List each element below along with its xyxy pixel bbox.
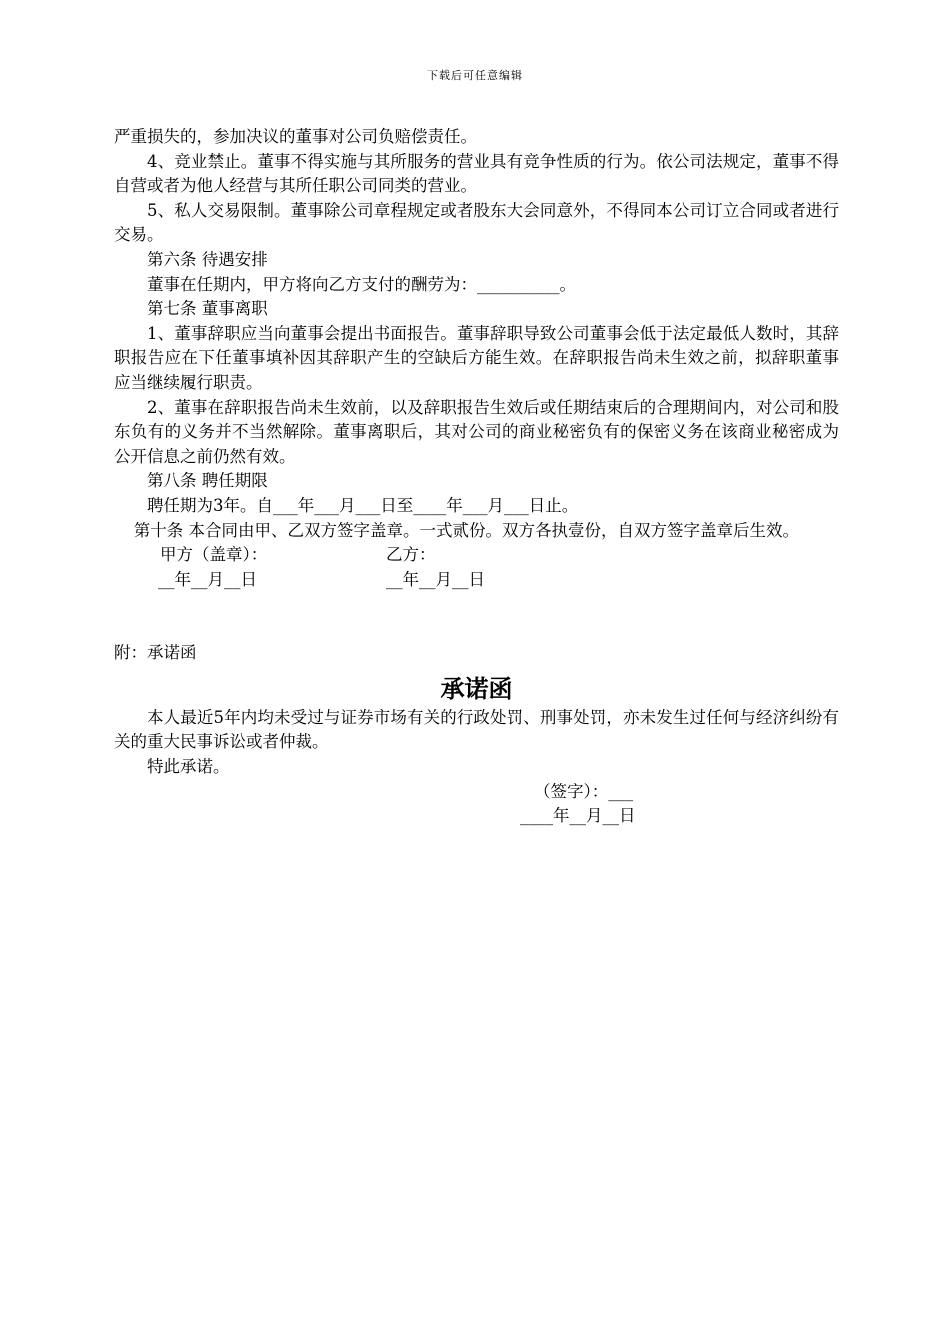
party-a-label: 甲方（盖章）：	[160, 545, 268, 565]
commitment-closing: 特此承诺。	[147, 757, 230, 777]
contract-paragraph: 1、董事辞职应当向董事会提出书面报告。董事辞职导致公司董事会低于法定最低人数时，其辞职报告应在下任董事填补因其辞职产生的空缺后方能生效。在辞职报告尚未生效之前，拟辞职董事应当继续履行职责。	[114, 323, 839, 392]
signature-row	[114, 543, 839, 568]
contract-paragraph: 4、竞业禁止。董事不得实施与其所服务的营业具有竞争性质的行为。依公司法规定，董事不得自营或者为他人经营与其所任职公司同类的营业。	[114, 151, 839, 196]
contract-paragraph: 严重损失的，参加决议的董事对公司负赔偿责任。	[114, 127, 477, 146]
page-header-note: 下载后可任意编辑	[427, 69, 523, 82]
party-a-date: __年__月__日	[158, 569, 257, 589]
spacer	[114, 592, 839, 641]
signature-date-row	[114, 568, 839, 593]
signature-date-line: ____年__月__日	[520, 806, 636, 826]
contract-paragraph: 第十条 本合同由甲、乙双方签字盖章。一式贰份。双方各执壹份，自双方签字盖章后生效。	[133, 520, 800, 540]
contract-paragraph: 5、私人交易限制。董事除公司章程规定或者股东大会同意外，不得同本公司订立合同或者进行交易。	[114, 200, 839, 245]
contract-paragraph: 聘任期为3年。自___年___月___日至____年___月___日止。	[147, 495, 579, 515]
document-body	[114, 125, 839, 829]
party-b-label: 乙方：	[386, 545, 436, 565]
signature-line: （签字）：___	[534, 781, 633, 801]
article-heading: 第七条 董事离职	[147, 299, 268, 319]
contract-paragraph: 2、董事在辞职报告尚未生效前，以及辞职报告生效后或任期结束后的合理期间内，对公司和股东负有的义务并不当然解除。董事离职后，其对公司的商业秘密负有的保密义务在该商业秘密成为公开信息之前仍然有效。	[114, 397, 839, 466]
commitment-paragraph: 本人最近5年内均未受过与证券市场有关的行政处罚、刑事处罚，亦未发生过任何与经济纠纷有关的重大民事诉讼或者仲裁。	[114, 707, 839, 752]
attachment-title: 承诺函	[440, 674, 513, 703]
party-b-date: __年__月__日	[386, 569, 485, 589]
attachment-label: 附：承诺函	[114, 643, 197, 663]
article-heading: 第六条 待遇安排	[147, 249, 268, 269]
article-heading: 第八条 聘任期限	[147, 471, 268, 491]
contract-paragraph: 董事在任期内，甲方将向乙方支付的酬劳为：__________。	[147, 274, 576, 294]
